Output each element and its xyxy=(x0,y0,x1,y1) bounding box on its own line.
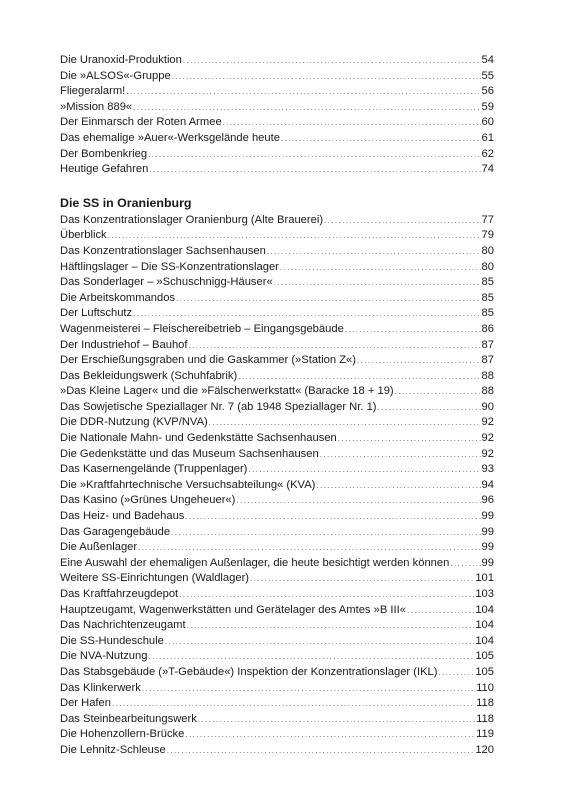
dot-leader xyxy=(176,291,481,307)
toc-entry xyxy=(60,665,494,681)
toc-entry-page-number: 56 xyxy=(481,85,494,98)
toc-entry-title: Das Garagengebäude xyxy=(60,525,171,538)
toc-entry-page-number: 120 xyxy=(475,743,494,756)
dot-leader xyxy=(209,415,481,431)
toc-entry-title: Überblick xyxy=(60,229,107,242)
toc-entry-page-number: 77 xyxy=(481,213,494,226)
toc-entry-page-number: 104 xyxy=(475,634,494,647)
toc-entry-page-number: 118 xyxy=(476,712,494,725)
toc-entry xyxy=(60,275,494,291)
toc-entry-title: Der Bombenkrieg xyxy=(60,147,148,160)
toc-entry-title: Weitere SS-Einrichtungen (Waldlager) xyxy=(60,572,250,585)
toc-section-continued xyxy=(60,53,494,178)
dot-leader xyxy=(108,228,481,244)
toc-entry-page-number: 92 xyxy=(481,416,494,429)
toc-entry-title: Die NVA-Nutzung xyxy=(60,650,148,663)
section-heading: Die SS in Oranienburg xyxy=(60,195,192,210)
toc-entry-page-number: 119 xyxy=(476,728,494,741)
toc-entry-title: Das Heiz- und Badehaus xyxy=(60,510,185,523)
toc-entry xyxy=(60,649,494,665)
dot-leader xyxy=(112,696,475,712)
dot-leader xyxy=(183,53,481,69)
toc-entry-page-number: 99 xyxy=(481,525,494,538)
toc-entry xyxy=(60,431,494,447)
dot-leader xyxy=(281,131,481,147)
toc-entry xyxy=(60,291,494,307)
toc-entry-title: Die Arbeitskommandos xyxy=(60,291,176,304)
dot-leader xyxy=(395,384,481,400)
dot-leader xyxy=(171,525,480,541)
toc-entry-title: Die Hohenzollern-Brücke xyxy=(60,728,185,741)
toc-entry-page-number: 85 xyxy=(481,276,494,289)
dot-leader xyxy=(138,540,480,556)
toc-entry-page-number: 96 xyxy=(481,494,494,507)
toc-entry xyxy=(60,260,494,276)
dot-leader xyxy=(223,115,481,131)
toc-entry-title: Der Hafen xyxy=(60,697,111,710)
toc-entry-page-number: 60 xyxy=(481,116,494,129)
toc-entry xyxy=(60,743,494,759)
toc-entry-page-number: 88 xyxy=(481,369,494,382)
toc-entry-page-number: 85 xyxy=(481,291,494,304)
toc-section-ss-oranienburg xyxy=(60,213,494,759)
dot-leader xyxy=(187,618,475,634)
toc-entry-page-number: 59 xyxy=(481,100,494,113)
dot-leader xyxy=(248,462,480,478)
toc-entry-page-number: 80 xyxy=(481,244,494,257)
toc-entry-title: Die SS-Hundeschule xyxy=(60,634,164,647)
dot-leader xyxy=(126,84,480,100)
toc-entry-page-number: 85 xyxy=(481,307,494,320)
toc-entry xyxy=(60,415,494,431)
toc-entry-page-number: 104 xyxy=(475,603,494,616)
dot-leader xyxy=(345,322,481,338)
toc-entry-title: Das ehemalige »Auer«-Werksgelände heute xyxy=(60,131,280,144)
dot-leader xyxy=(133,100,480,116)
dot-leader xyxy=(185,727,475,743)
dot-leader xyxy=(133,306,480,322)
toc-entry xyxy=(60,525,494,541)
toc-entry xyxy=(60,540,494,556)
toc-entry-title: Hauptzeugamt, Wagenwerkstätten und Gerätelager des Amtes »B III« xyxy=(60,603,406,616)
toc-entry-title: Das Sowjetische Speziallager Nr. 7 (ab 1948 Speziallager Nr. 1) xyxy=(60,400,377,413)
toc-entry-page-number: 99 xyxy=(481,556,494,569)
toc-entry-title: Das Konzentrationslager Oranienburg (Alte Brauerei) xyxy=(60,213,324,226)
dot-leader xyxy=(378,400,481,416)
dot-leader xyxy=(148,147,480,163)
dot-leader xyxy=(316,478,480,494)
toc-entry-title: Eine Auswahl der ehemaligen Außenlager, die heute besichtigt werden können xyxy=(60,556,450,569)
toc-entry xyxy=(60,618,494,634)
toc-entry xyxy=(60,493,494,509)
toc-entry-page-number: 93 xyxy=(481,463,494,476)
toc-entry-page-number: 88 xyxy=(481,385,494,398)
toc-entry xyxy=(60,509,494,525)
toc-entry xyxy=(60,696,494,712)
toc-entry xyxy=(60,727,494,743)
toc-entry-title: Das Sonderlager – »Schuschnigg-Häuser« xyxy=(60,276,273,289)
toc-entry xyxy=(60,447,494,463)
toc-entry-title: »Mission 889« xyxy=(60,100,133,113)
toc-entry xyxy=(60,162,494,178)
toc-entry-page-number: 61 xyxy=(481,131,494,144)
toc-entry xyxy=(60,131,494,147)
dot-leader xyxy=(149,162,480,178)
toc-entry-title: Das Nachrichtenzeugamt xyxy=(60,619,186,632)
toc-entry-title: Das Stabsgebäude (»T-Gebäude«) Inspektion der Konzentrationslager (IKL) xyxy=(60,665,438,678)
toc-entry-page-number: 118 xyxy=(476,697,494,710)
toc-entry-page-number: 101 xyxy=(475,572,494,585)
toc-entry-title: Die Nationale Mahn- und Gedenkstätte Sachsenhausen xyxy=(60,432,337,445)
toc-entry xyxy=(60,571,494,587)
toc-entry-page-number: 90 xyxy=(481,400,494,413)
toc-entry-title: Das Bekleidungswerk (Schuhfabrik) xyxy=(60,369,238,382)
toc-entry-page-number: 103 xyxy=(475,588,494,600)
toc-entry xyxy=(60,306,494,322)
toc-entry xyxy=(60,587,494,603)
toc-entry xyxy=(60,115,494,131)
toc-entry xyxy=(60,147,494,163)
toc-entry-title: Das Kasernengelände (Truppenlager) xyxy=(60,463,248,476)
table-of-contents xyxy=(60,53,494,759)
toc-entry xyxy=(60,400,494,416)
toc-entry xyxy=(60,213,494,229)
dot-leader xyxy=(274,275,481,291)
dot-leader xyxy=(338,431,481,447)
dot-leader xyxy=(189,338,481,354)
dot-leader xyxy=(165,634,474,650)
toc-entry xyxy=(60,228,494,244)
dot-leader xyxy=(250,571,474,587)
toc-entry-page-number: 54 xyxy=(481,54,494,66)
toc-entry xyxy=(60,100,494,116)
toc-entry-title: Wagenmeisterei – Fleischereibetrieb – Eingangsgebäude xyxy=(60,322,344,335)
dot-leader xyxy=(267,244,481,260)
toc-entry-title: Der Einmarsch der Roten Armee xyxy=(60,116,222,129)
toc-entry-page-number: 87 xyxy=(481,338,494,351)
toc-entry-page-number: 92 xyxy=(481,447,494,460)
toc-entry xyxy=(60,69,494,85)
toc-entry-page-number: 110 xyxy=(476,681,494,694)
toc-entry-title: Das Steinbearbeitungswerk xyxy=(60,712,197,725)
dot-leader xyxy=(357,353,481,369)
dot-leader xyxy=(179,587,474,603)
toc-entry xyxy=(60,322,494,338)
dot-leader xyxy=(142,681,475,697)
toc-entry xyxy=(60,369,494,385)
toc-entry xyxy=(60,353,494,369)
toc-entry-page-number: 79 xyxy=(481,229,494,242)
toc-entry-title: Der Industriehof – Bauhof xyxy=(60,338,188,351)
dot-leader xyxy=(450,556,480,572)
toc-entry-page-number: 99 xyxy=(481,541,494,554)
toc-entry xyxy=(60,53,494,69)
toc-entry xyxy=(60,462,494,478)
toc-entry-page-number: 105 xyxy=(475,665,494,678)
toc-entry-title: Die Außenlager xyxy=(60,541,138,554)
dot-leader xyxy=(236,493,480,509)
toc-entry-page-number: 99 xyxy=(481,510,494,523)
toc-entry-title: Heutige Gefahren xyxy=(60,163,149,176)
toc-entry-title: Die »ALSOS«-Gruppe xyxy=(60,69,171,82)
toc-entry-title: Die Gedenkstätte und das Museum Sachsenhausen xyxy=(60,447,319,460)
dot-leader xyxy=(238,369,480,385)
toc-entry-title: Häftlingslager – Die SS-Konzentrationslager xyxy=(60,260,279,273)
toc-entry xyxy=(60,681,494,697)
dot-leader xyxy=(439,665,475,681)
toc-entry xyxy=(60,603,494,619)
toc-entry-title: Die »Kraftfahrtechnische Versuchsabteilung« (KVA) xyxy=(60,478,316,491)
toc-entry-page-number: 62 xyxy=(481,147,494,160)
toc-entry-page-number: 55 xyxy=(481,69,494,82)
dot-leader xyxy=(407,603,474,619)
toc-entry-title: Das Konzentrationslager Sachsenhausen xyxy=(60,244,266,257)
toc-entry xyxy=(60,634,494,650)
toc-entry-page-number: 87 xyxy=(481,354,494,367)
toc-entry-page-number: 86 xyxy=(481,322,494,335)
dot-leader xyxy=(280,260,481,276)
toc-entry-page-number: 105 xyxy=(475,650,494,663)
dot-leader xyxy=(324,213,481,229)
toc-entry-title: Das Kasino (»Grünes Ungeheuer«) xyxy=(60,494,236,507)
toc-entry-page-number: 80 xyxy=(481,260,494,273)
toc-entry-title: Der Erschießungsgraben und die Gaskammer (»Station Z«) xyxy=(60,354,356,367)
toc-entry xyxy=(60,84,494,100)
toc-entry xyxy=(60,384,494,400)
dot-leader xyxy=(320,447,481,463)
toc-entry-title: Die DDR-Nutzung (KVP/NVA) xyxy=(60,416,208,429)
toc-entry-title: Die Uranoxid-Produktion xyxy=(60,54,182,66)
toc-entry-title: Die Lehnitz-Schleuse xyxy=(60,743,166,756)
toc-entry-title: Das Kraftfahrzeugdepot xyxy=(60,588,179,600)
toc-entry-title: Fliegeralarm! xyxy=(60,85,126,98)
toc-entry-title: Der Luftschutz xyxy=(60,307,133,320)
toc-entry xyxy=(60,556,494,572)
dot-leader xyxy=(172,69,481,85)
toc-entry-page-number: 94 xyxy=(481,478,494,491)
dot-leader xyxy=(185,509,480,525)
dot-leader xyxy=(198,712,475,728)
toc-entry xyxy=(60,478,494,494)
toc-entry-page-number: 104 xyxy=(475,619,494,632)
toc-entry-page-number: 92 xyxy=(481,432,494,445)
toc-entry-page-number: 74 xyxy=(481,163,494,176)
dot-leader xyxy=(167,743,475,759)
toc-entry-title: Das Klinkerwerk xyxy=(60,681,141,694)
dot-leader xyxy=(148,649,474,665)
toc-entry xyxy=(60,244,494,260)
toc-entry xyxy=(60,338,494,354)
toc-entry-title: »Das Kleine Lager« und die »Fälscherwerkstatt« (Baracke 18 + 19) xyxy=(60,385,394,398)
toc-entry xyxy=(60,712,494,728)
